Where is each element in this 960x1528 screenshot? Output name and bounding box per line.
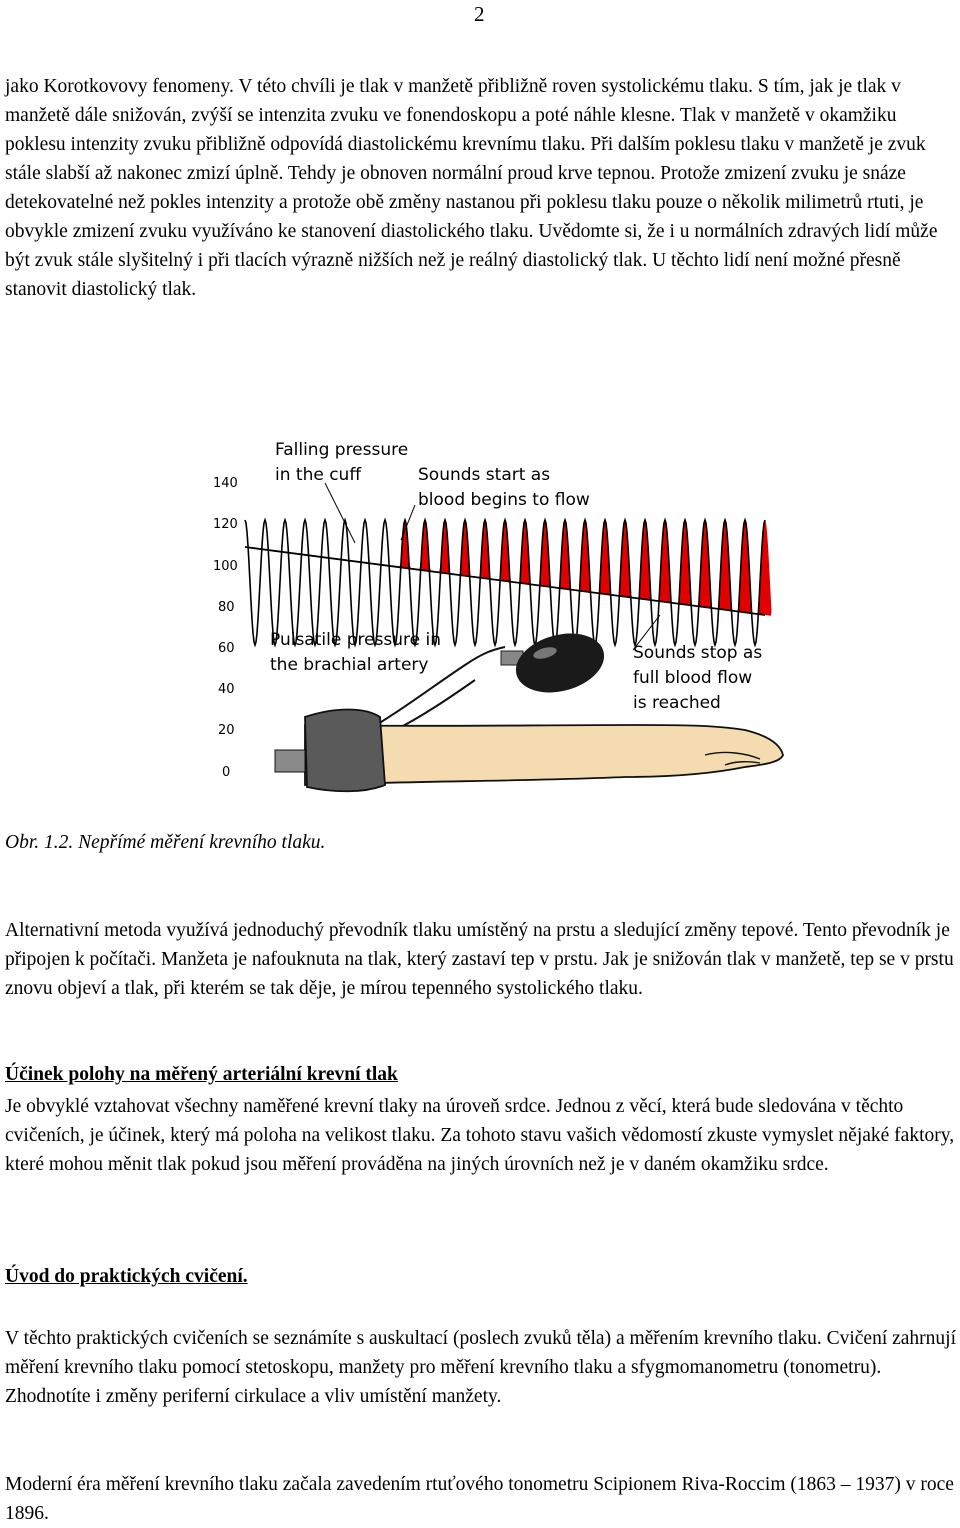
tick-100: 100	[213, 559, 238, 574]
paragraph-korotkov: jako Korotkovovy fenomeny. V této chvíli je tlak v manžetě přibližně roven systolickému tlaku. S tím, jak je tlak v manžetě dále snižován, zvýší se intenzita zvuku ve fonendoskopu a poté náhle klesne. Tlak v manžetě v okamžiku poklesu intenzity zvuku přibližně odpovídá diastolickému krevnímu tlaku. Při dalším poklesu tlaku v manžetě je zvuk stále slabší až nakonec zmizí úplně. Tehdy je obnoven normální proud krve tepnou. Protože zmizení zvuku je snáze detekovatelné než pokles intenzity a protože obě změny nastanou při poklesu tlaku pouze o několik milimetrů rtuti, je obvykle zmizení zvuku využíváno ke stanovení diastolického tlaku. Uvědomte si, že i u normálních zdravých lidí může být zvuk stále slyšitelný i při tlacích výrazně nižších než je reálný diastolický tlak. U těchto lidí není možné přesně stanovit diastolický tlak.	[5, 76, 938, 300]
label-sounds-stop-2: full blood flow	[633, 668, 753, 688]
heading-position-effect: Účinek polohy na měřený arteriální krevní tlak	[5, 1064, 398, 1085]
figure-caption: Obr. 1.2. Nepřímé měření krevního tlaku.	[5, 832, 326, 853]
label-sounds-stop-1: Sounds stop as	[633, 643, 763, 663]
label-pulsatile-1: Pulsatile pressure in	[270, 630, 442, 650]
tick-0: 0	[222, 765, 231, 780]
cuff	[275, 710, 385, 792]
label-falling-pressure-1: Falling pressure	[275, 440, 409, 460]
label-falling-pressure-2: in the cuff	[275, 465, 362, 485]
paragraph-alternative-method: Alternativní metoda využívá jednoduchý převodník tlaku umístěný na prstu a sledující změny tepové. Tento převodník je připojen k počítači. Manžeta je nafouknuta na tlak, který zastaví tep v prstu. Jak je snižován tlak v manžetě, tep se v prstu znovu objeví a tlak, při kterém se tak děje, je mírou tepenného systolického tlaku.	[5, 920, 954, 999]
pointer-falling	[325, 483, 355, 543]
paragraph-introduction: V těchto praktických cvičeních se seznámíte s auskultací (poslech zvuků těla) a měřením krevního tlaku. Cvičení zahrnují měření krevního tlaku pomocí stetoskopu, manžety pro měření krevního tlaku a sfygmomanometru (tonometru). Zhodnotíte i změny periferní cirkulace a vliv umístění manžety.	[5, 1328, 957, 1407]
tick-140: 140	[213, 476, 238, 491]
y-axis-ticks	[213, 476, 238, 780]
label-sounds-stop-3: is reached	[633, 693, 721, 713]
blood-pressure-figure	[205, 425, 785, 815]
blood-flow-regions	[399, 520, 772, 616]
label-sounds-start-1: Sounds start as	[418, 465, 551, 485]
tick-60: 60	[218, 641, 235, 656]
paragraph-position-effect: Je obvyklé vztahovat všechny naměřené krevní tlaky na úroveň srdce. Jednou z věcí, která bude sledována v těchto cvičeních, je účinek, který má poloha na velikost tlaku. Za tohoto stavu vašich vědomostí zkuste vymyslet nějaké faktory, které mohou měnit tlak pokud jsou měření prováděna na jiných úrovních než je v daném okamžiku srdce.	[5, 1096, 955, 1175]
tick-120: 120	[213, 517, 238, 532]
label-pulsatile-2: the brachial artery	[270, 655, 429, 675]
tick-20: 20	[218, 723, 235, 738]
tick-40: 40	[218, 682, 235, 697]
paragraph-riva-rocci: Moderní éra měření krevního tlaku začala zavedením rtuťového tonometru Scipionem Riva-Roccim (1863 – 1937) v roce 1896.	[5, 1474, 954, 1524]
page-number: 2	[474, 2, 485, 26]
heading-introduction: Úvod do praktických cvičení.	[5, 1266, 248, 1287]
tick-80: 80	[218, 600, 235, 615]
label-sounds-start-2: blood begins to flow	[418, 490, 590, 510]
